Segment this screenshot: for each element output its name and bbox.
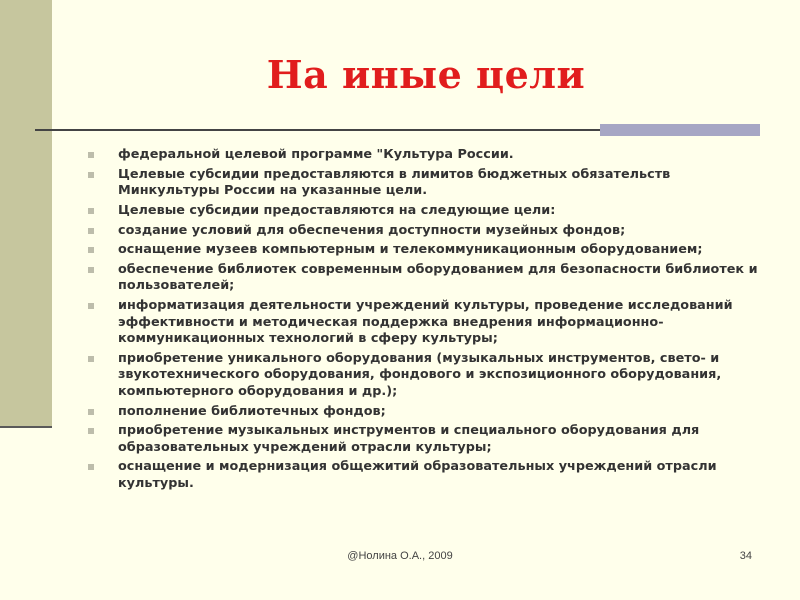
square-bullet-icon (88, 152, 94, 158)
bullet-text: приобретение музыкальных инструментов и специального оборудования для образовательных учреждений отрасли культуры; (118, 423, 700, 455)
square-bullet-icon (88, 409, 94, 415)
bullet-item (88, 404, 768, 421)
bullet-text: оснащение музеев компьютерным и телекоммуникационным оборудованием; (118, 242, 703, 258)
bullet-item (88, 459, 768, 492)
bullet-item (88, 203, 768, 220)
title-divider-accent (600, 124, 760, 136)
bullet-text: обеспечение библиотек современным оборудованием для безопасности библиотек и пользователей; (118, 261, 758, 294)
square-bullet-icon (88, 208, 94, 214)
footer-author: @Нолина О.А., 2009 (347, 550, 453, 562)
square-bullet-icon (88, 267, 94, 273)
slide-title: На иные цели (266, 52, 586, 97)
page-number: 34 (739, 550, 752, 562)
square-bullet-icon (88, 228, 94, 234)
bullet-item (88, 223, 768, 240)
bullet-text: Целевые субсидии предоставляются в лимитов бюджетных обязательств Минкультуры России на указанные цели. (118, 166, 671, 199)
bullet-text: приобретение уникального оборудования (музыкальных инструментов, свето- и звукотехнического оборудования, фондового и экспозиционного оборудования, компьютерного оборудования и др.); (118, 350, 722, 399)
bullet-text: федеральной целевой программе "Культура России. (118, 147, 514, 162)
bullet-item (88, 423, 768, 456)
bullet-text: создание условий для обеспечения доступности музейных фондов; (118, 222, 626, 238)
bullet-text: Целевые субсидии предоставляются на следующие цели: (118, 202, 556, 218)
square-bullet-icon (88, 464, 94, 470)
bullet-text: оснащение и модернизация общежитий образовательных учреждений отрасли культуры. (118, 459, 717, 491)
bullet-text: пополнение библиотечных фондов; (118, 403, 386, 419)
left-decorative-band (0, 0, 52, 428)
bullet-item (88, 298, 768, 348)
square-bullet-icon (88, 356, 94, 362)
square-bullet-icon (88, 303, 94, 309)
bullet-item (88, 167, 768, 200)
bullet-item (88, 147, 768, 164)
bullet-list (88, 147, 768, 496)
square-bullet-icon (88, 172, 94, 178)
square-bullet-icon (88, 428, 94, 434)
bullet-item (88, 242, 768, 259)
left-band-edge (0, 426, 52, 428)
bullet-text: информатизация деятельности учреждений культуры, проведение исследований эффективности и методическая поддержка внедрения информационно-коммуникационных технологий в сферу культуры; (118, 298, 733, 347)
square-bullet-icon (88, 247, 94, 253)
bullet-item (88, 262, 768, 295)
bullet-item (88, 351, 768, 401)
